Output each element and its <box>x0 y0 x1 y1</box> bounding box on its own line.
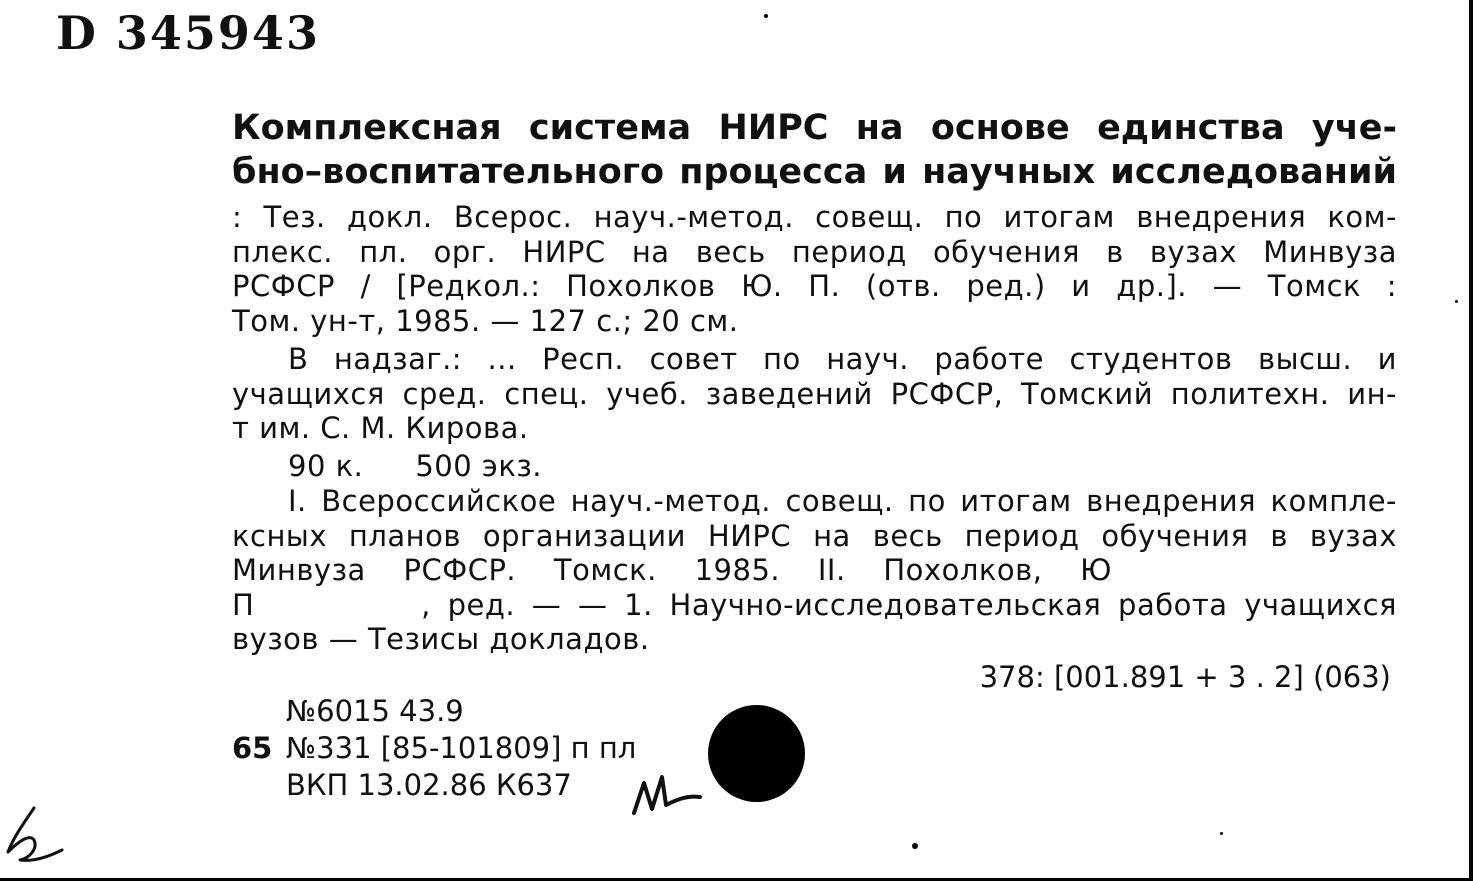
handwritten-mark-icon <box>0 800 80 870</box>
stamp-line-2: №331 [85-101809] п пл <box>286 731 637 765</box>
udc-index: 378: [001.891 + 3 . 2] (063) <box>979 660 1391 694</box>
price-copies <box>288 449 542 484</box>
title-line: бно–воспитательного процесса и научных исследований <box>232 152 1397 192</box>
tracing-line: I. Всероссийское науч.-метод. совещ. по итогам внедрения компле- <box>288 484 1397 518</box>
book-title <box>232 106 1397 194</box>
copies: 500 экз. <box>415 449 543 483</box>
tracing-line: вузов — Тезисы докладов. <box>232 622 650 656</box>
tracing-line: ксных планов организации НИРС на весь период обучения в вузах <box>232 518 1397 553</box>
bibliographic-description <box>232 200 1397 338</box>
punched-hole <box>708 705 805 802</box>
library-stamp <box>232 693 636 804</box>
description-line: плекс. пл. орг. НИРС на весь период обучения в вузах Минвуза <box>232 234 1397 269</box>
ink-speck <box>1455 300 1458 303</box>
stamp-code: 65 <box>232 731 273 765</box>
description-line: : Тез. докл. Всерос. науч.-метод. совещ. по итогам внедрения ком- <box>232 200 1397 234</box>
series-note <box>232 342 1397 446</box>
description-line: Том. ун-т, 1985. — 127 с.; 20 см. <box>232 303 739 338</box>
series-note-line: учащихся сред. спец. учеб. заведений РСФСР, Томский политехн. ин- <box>232 376 1397 411</box>
tracing-line: Минвуза РСФСР. Томск. 1985. II. Похолков, Ю <box>232 553 1112 587</box>
tracing-line: П , ред. — — 1. Научно-исследовательская работа учащихся <box>232 587 1397 622</box>
series-note-line: т им. С. М. Кирова. <box>232 411 529 445</box>
ink-speck <box>912 843 918 849</box>
stamp-line-3: ВКП 13.02.86 К637 <box>286 768 572 802</box>
catalog-number: D 345943 <box>56 6 320 60</box>
handwritten-initial-icon <box>630 765 710 820</box>
title-line: Комплексная система НИРС на основе единства уче- <box>232 108 1397 148</box>
ink-speck <box>764 14 768 18</box>
description-line: РСФСР / [Редкол.: Похолков Ю. П. (отв. ред.) и др.]. — Томск : <box>232 269 1397 303</box>
series-note-line: В надзаг.: ... Респ. совет по науч. работе студентов высш. и <box>288 342 1397 376</box>
price: 90 к. <box>288 449 364 483</box>
tracing-note <box>232 484 1397 657</box>
ink-speck <box>1220 832 1223 835</box>
stamp-line-1: №6015 43.9 <box>286 694 464 728</box>
